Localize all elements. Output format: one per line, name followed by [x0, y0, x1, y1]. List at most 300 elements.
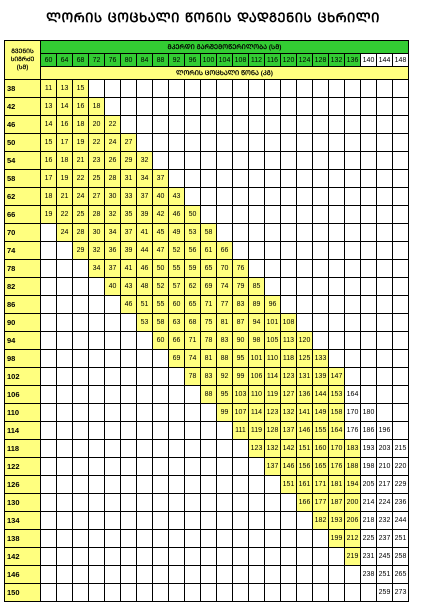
empty-cell [153, 116, 169, 134]
weight-cell: 182 [313, 512, 329, 530]
empty-cell [73, 296, 89, 314]
empty-cell [89, 422, 105, 440]
weight-cell: 25 [73, 206, 89, 224]
empty-cell [265, 116, 281, 134]
empty-cell [153, 134, 169, 152]
circumference-value: 64 [57, 54, 73, 67]
empty-cell [217, 458, 233, 476]
weight-cell: 66 [169, 332, 185, 350]
weight-cell: 41 [137, 224, 153, 242]
empty-cell [297, 170, 313, 188]
empty-cell [329, 296, 345, 314]
circumference-value: 100 [201, 54, 217, 67]
table-row [5, 134, 409, 152]
weight-cell: 160 [313, 440, 329, 458]
row-length: 126 [5, 476, 41, 494]
empty-cell [89, 314, 105, 332]
weight-cell: 215 [393, 440, 409, 458]
empty-cell [201, 170, 217, 188]
empty-cell [169, 152, 185, 170]
empty-cell [393, 98, 409, 116]
weight-cell: 259 [377, 584, 393, 602]
empty-cell [217, 152, 233, 170]
empty-cell [89, 566, 105, 584]
weight-cell: 238 [361, 566, 377, 584]
empty-cell [313, 332, 329, 350]
empty-cell [297, 584, 313, 602]
empty-cell [361, 98, 377, 116]
empty-cell [121, 548, 137, 566]
empty-cell [137, 530, 153, 548]
weight-cell: 55 [169, 260, 185, 278]
circumference-value: 92 [169, 54, 185, 67]
empty-cell [313, 98, 329, 116]
weight-cell: 165 [313, 458, 329, 476]
empty-cell [217, 584, 233, 602]
empty-cell [393, 332, 409, 350]
weight-cell: 44 [137, 242, 153, 260]
empty-cell [313, 584, 329, 602]
weight-cell: 88 [201, 386, 217, 404]
empty-cell [121, 98, 137, 116]
circumference-value: 80 [121, 54, 137, 67]
weight-cell: 11 [41, 80, 57, 98]
empty-cell [185, 548, 201, 566]
empty-cell [185, 404, 201, 422]
empty-cell [361, 314, 377, 332]
empty-cell [377, 80, 393, 98]
empty-cell [377, 152, 393, 170]
table-row [5, 458, 409, 476]
row-length: 150 [5, 584, 41, 602]
weight-cell: 14 [41, 116, 57, 134]
empty-cell [121, 494, 137, 512]
weight-cell: 28 [73, 224, 89, 242]
weight-cell: 57 [169, 278, 185, 296]
empty-cell [41, 278, 57, 296]
weight-cell: 46 [169, 206, 185, 224]
weight-cell: 48 [137, 278, 153, 296]
table-row [5, 404, 409, 422]
empty-cell [313, 530, 329, 548]
weight-cell: 171 [313, 476, 329, 494]
empty-cell [73, 278, 89, 296]
empty-cell [121, 368, 137, 386]
weight-cell: 21 [57, 188, 73, 206]
empty-cell [57, 350, 73, 368]
empty-cell [393, 404, 409, 422]
weight-cell: 49 [169, 224, 185, 242]
empty-cell [185, 584, 201, 602]
circumference-value: 148 [393, 54, 409, 67]
empty-cell [313, 170, 329, 188]
table-row [5, 548, 409, 566]
empty-cell [345, 332, 361, 350]
empty-cell [345, 314, 361, 332]
table-row [5, 440, 409, 458]
weight-cell: 214 [361, 494, 377, 512]
weight-cell: 60 [153, 332, 169, 350]
table-row [5, 242, 409, 260]
empty-cell [361, 134, 377, 152]
weight-cell: 70 [217, 260, 233, 278]
weight-cell: 24 [57, 224, 73, 242]
empty-cell [249, 224, 265, 242]
empty-cell [57, 260, 73, 278]
empty-cell [73, 566, 89, 584]
weight-cell: 26 [105, 152, 121, 170]
weight-cell: 200 [345, 494, 361, 512]
empty-cell [361, 260, 377, 278]
empty-cell [41, 530, 57, 548]
empty-cell [185, 386, 201, 404]
row-length: 122 [5, 458, 41, 476]
empty-cell [169, 404, 185, 422]
empty-cell [89, 386, 105, 404]
empty-cell [233, 494, 249, 512]
weight-cell: 51 [137, 296, 153, 314]
empty-cell [233, 548, 249, 566]
weight-cell: 187 [329, 494, 345, 512]
weight-cell: 79 [233, 278, 249, 296]
empty-cell [73, 476, 89, 494]
empty-cell [169, 134, 185, 152]
weight-cell: 99 [233, 368, 249, 386]
empty-cell [329, 332, 345, 350]
empty-cell [153, 386, 169, 404]
empty-cell [121, 404, 137, 422]
empty-cell [73, 440, 89, 458]
empty-cell [281, 188, 297, 206]
weight-cell: 244 [393, 512, 409, 530]
weight-cell: 132 [265, 440, 281, 458]
empty-cell [41, 260, 57, 278]
empty-cell [57, 440, 73, 458]
weight-cell: 258 [393, 548, 409, 566]
empty-cell [233, 170, 249, 188]
weight-cell: 164 [329, 422, 345, 440]
empty-cell [265, 566, 281, 584]
empty-cell [329, 314, 345, 332]
empty-cell [265, 206, 281, 224]
empty-cell [121, 350, 137, 368]
weight-cell: 219 [345, 548, 361, 566]
weight-cell: 193 [361, 440, 377, 458]
empty-cell [313, 566, 329, 584]
weight-cell: 88 [217, 350, 233, 368]
empty-cell [153, 80, 169, 98]
weight-cell: 161 [297, 476, 313, 494]
empty-cell [201, 494, 217, 512]
empty-cell [329, 548, 345, 566]
empty-cell [217, 530, 233, 548]
circumference-value: 84 [137, 54, 153, 67]
empty-cell [233, 584, 249, 602]
empty-cell [41, 422, 57, 440]
empty-cell [265, 152, 281, 170]
empty-cell [281, 206, 297, 224]
weight-cell: 34 [137, 170, 153, 188]
row-length: 50 [5, 134, 41, 152]
empty-cell [105, 476, 121, 494]
empty-cell [169, 476, 185, 494]
weight-cell: 15 [73, 80, 89, 98]
empty-cell [185, 476, 201, 494]
circumference-value: 96 [185, 54, 201, 67]
empty-cell [137, 476, 153, 494]
empty-cell [393, 134, 409, 152]
empty-cell [73, 386, 89, 404]
weight-cell: 47 [153, 242, 169, 260]
empty-cell [329, 260, 345, 278]
weight-cell: 24 [105, 134, 121, 152]
weight-cell: 224 [377, 494, 393, 512]
empty-cell [121, 80, 137, 98]
weight-cell: 110 [249, 386, 265, 404]
weight-cell: 155 [313, 422, 329, 440]
weight-cell: 25 [89, 170, 105, 188]
empty-cell [233, 116, 249, 134]
table-row [5, 98, 409, 116]
empty-cell [89, 458, 105, 476]
empty-cell [217, 170, 233, 188]
empty-cell [297, 566, 313, 584]
empty-cell [73, 584, 89, 602]
empty-cell [297, 188, 313, 206]
row-length: 98 [5, 350, 41, 368]
empty-cell [377, 206, 393, 224]
empty-cell [137, 80, 153, 98]
empty-cell [121, 566, 137, 584]
weight-cell: 14 [57, 98, 73, 116]
weight-table [4, 40, 409, 602]
empty-cell [265, 170, 281, 188]
empty-cell [281, 530, 297, 548]
empty-cell [201, 80, 217, 98]
page-title: ᲚᲝᲠᲘᲡ ᲪᲝᲪᲮᲐᲚᲘ ᲬᲝᲜᲘᲡ ᲓᲐᲓᲒᲔᲜᲘᲡ ᲪᲮᲠᲘᲚᲘ [46, 11, 380, 26]
empty-cell [105, 458, 121, 476]
empty-cell [73, 530, 89, 548]
weight-cell: 177 [313, 494, 329, 512]
weight-cell: 37 [153, 170, 169, 188]
empty-cell [233, 80, 249, 98]
weight-cell: 205 [361, 476, 377, 494]
weight-cell: 37 [137, 188, 153, 206]
empty-cell [73, 260, 89, 278]
weight-cell: 92 [217, 368, 233, 386]
empty-cell [89, 530, 105, 548]
table-row [5, 206, 409, 224]
empty-cell [121, 512, 137, 530]
weight-cell: 28 [105, 170, 121, 188]
empty-cell [297, 98, 313, 116]
weight-cell: 170 [329, 440, 345, 458]
empty-cell [185, 188, 201, 206]
table-row [5, 332, 409, 350]
empty-cell [393, 188, 409, 206]
empty-cell [393, 116, 409, 134]
empty-cell [185, 80, 201, 98]
empty-cell [249, 134, 265, 152]
empty-cell [201, 584, 217, 602]
weight-cell: 37 [105, 260, 121, 278]
weight-cell: 33 [121, 188, 137, 206]
empty-cell [329, 242, 345, 260]
empty-cell [169, 386, 185, 404]
empty-cell [393, 242, 409, 260]
empty-cell [265, 260, 281, 278]
weight-cell: 15 [41, 134, 57, 152]
weight-cell: 53 [185, 224, 201, 242]
weight-cell: 156 [297, 458, 313, 476]
weight-cell: 36 [105, 242, 121, 260]
empty-cell [57, 458, 73, 476]
empty-cell [153, 458, 169, 476]
empty-cell [105, 422, 121, 440]
empty-cell [313, 206, 329, 224]
empty-cell [377, 260, 393, 278]
empty-cell [281, 566, 297, 584]
row-length: 138 [5, 530, 41, 548]
row-length: 106 [5, 386, 41, 404]
empty-cell [345, 584, 361, 602]
empty-cell [377, 170, 393, 188]
empty-cell [137, 134, 153, 152]
weight-cell: 22 [57, 206, 73, 224]
empty-cell [265, 242, 281, 260]
empty-cell [249, 206, 265, 224]
weight-cell: 123 [281, 368, 297, 386]
weight-cell: 119 [249, 422, 265, 440]
empty-cell [153, 98, 169, 116]
table-row [5, 386, 409, 404]
weight-cell: 30 [89, 224, 105, 242]
empty-cell [345, 206, 361, 224]
empty-cell [41, 566, 57, 584]
empty-cell [41, 314, 57, 332]
empty-cell [233, 188, 249, 206]
row-length: 94 [5, 332, 41, 350]
weight-cell: 251 [393, 530, 409, 548]
empty-cell [233, 458, 249, 476]
empty-cell [89, 368, 105, 386]
empty-cell [169, 368, 185, 386]
empty-cell [313, 80, 329, 98]
empty-cell [361, 242, 377, 260]
empty-cell [281, 242, 297, 260]
empty-cell [249, 512, 265, 530]
empty-cell [137, 584, 153, 602]
weight-cell: 133 [313, 350, 329, 368]
empty-cell [265, 278, 281, 296]
table-row [5, 368, 409, 386]
empty-cell [153, 368, 169, 386]
empty-cell [153, 530, 169, 548]
empty-cell [185, 134, 201, 152]
weight-cell: 170 [345, 404, 361, 422]
weight-cell: 58 [201, 224, 217, 242]
row-length: 118 [5, 440, 41, 458]
weight-cell: 113 [281, 332, 297, 350]
empty-cell [249, 584, 265, 602]
weight-cell: 149 [313, 404, 329, 422]
empty-cell [377, 98, 393, 116]
empty-cell [377, 368, 393, 386]
weight-cell: 105 [265, 332, 281, 350]
weight-cell: 18 [89, 98, 105, 116]
empty-cell [105, 530, 121, 548]
weight-cell: 18 [57, 152, 73, 170]
empty-cell [345, 134, 361, 152]
empty-cell [233, 98, 249, 116]
empty-cell [297, 260, 313, 278]
empty-cell [249, 152, 265, 170]
empty-cell [105, 584, 121, 602]
empty-cell [361, 224, 377, 242]
empty-cell [201, 458, 217, 476]
weight-cell: 71 [185, 332, 201, 350]
empty-cell [201, 512, 217, 530]
weight-cell: 186 [361, 422, 377, 440]
empty-cell [201, 206, 217, 224]
empty-cell [297, 134, 313, 152]
empty-cell [169, 98, 185, 116]
weight-cell: 196 [377, 422, 393, 440]
row-length: 78 [5, 260, 41, 278]
weight-cell: 16 [41, 152, 57, 170]
circumference-value: 72 [89, 54, 105, 67]
empty-cell [57, 584, 73, 602]
empty-cell [313, 134, 329, 152]
weight-cell: 139 [313, 368, 329, 386]
weight-cell: 95 [217, 386, 233, 404]
weight-cell: 52 [153, 278, 169, 296]
empty-cell [345, 152, 361, 170]
weight-cell: 95 [233, 350, 249, 368]
weight-cell: 40 [105, 278, 121, 296]
empty-cell [57, 566, 73, 584]
empty-cell [313, 314, 329, 332]
empty-cell [313, 548, 329, 566]
empty-cell [377, 278, 393, 296]
empty-cell [361, 350, 377, 368]
empty-cell [169, 116, 185, 134]
table-row [5, 530, 409, 548]
empty-cell [361, 80, 377, 98]
weight-cell: 21 [73, 152, 89, 170]
weight-cell: 98 [249, 332, 265, 350]
weight-cell: 131 [297, 368, 313, 386]
weight-cell: 81 [201, 350, 217, 368]
row-length: 90 [5, 314, 41, 332]
empty-cell [185, 512, 201, 530]
empty-cell [105, 314, 121, 332]
empty-cell [265, 548, 281, 566]
empty-cell [169, 80, 185, 98]
row-length: 142 [5, 548, 41, 566]
empty-cell [345, 350, 361, 368]
weight-cell: 181 [329, 476, 345, 494]
empty-cell [377, 386, 393, 404]
circumference-value: 140 [361, 54, 377, 67]
weight-cell: 123 [249, 440, 265, 458]
empty-cell [249, 530, 265, 548]
weight-cell: 37 [121, 224, 137, 242]
empty-cell [153, 476, 169, 494]
empty-cell [265, 494, 281, 512]
empty-cell [121, 422, 137, 440]
empty-cell [57, 512, 73, 530]
